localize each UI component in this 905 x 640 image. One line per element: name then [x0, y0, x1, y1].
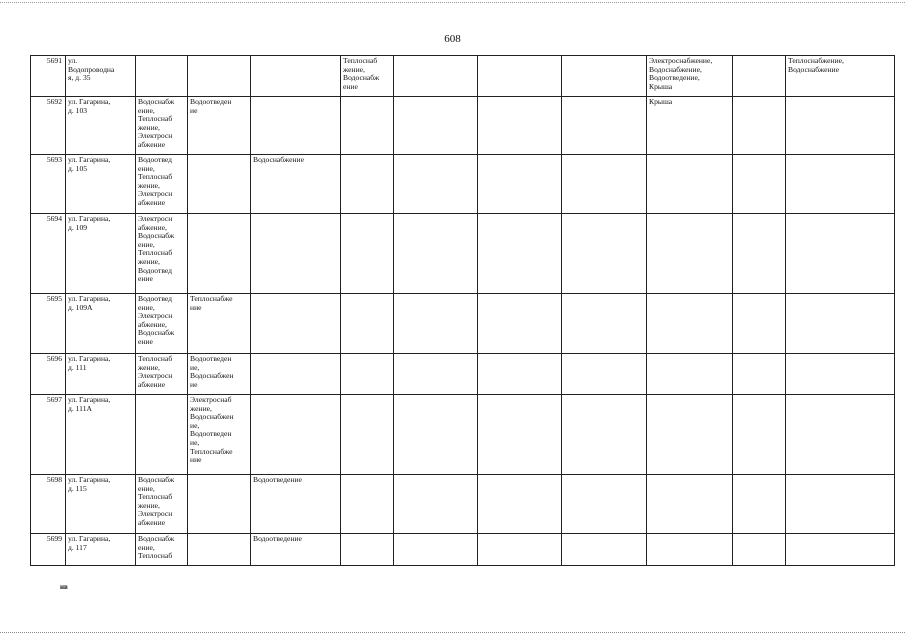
cell-col-3: Водоснабж ение, Теплоснаб: [136, 534, 188, 566]
cell-col-12: [786, 214, 895, 294]
cell-col-7: [394, 475, 478, 534]
cell-col-10: [647, 475, 733, 534]
cell-address: ул. Гагарина, д. 117: [66, 534, 136, 566]
cell-col-6: [341, 294, 394, 354]
cell-col-11: [733, 155, 786, 214]
cell-col-8: [478, 294, 562, 354]
cell-col-3: Электросн абжение, Водоснабж ение, Теплоснаб жение, Водоотвед ение: [136, 214, 188, 294]
cell-col-3: Водоотвед ение, Электросн абжение, Водоснабж ение: [136, 294, 188, 354]
cell-col-4: [188, 475, 251, 534]
cell-col-6: [341, 395, 394, 475]
cell-col-11: [733, 294, 786, 354]
cell-col-6: [341, 534, 394, 566]
cell-col-8: [478, 534, 562, 566]
table-row: [31, 97, 895, 155]
cell-col-6: [341, 475, 394, 534]
cell-col-7: [394, 214, 478, 294]
cell-address: ул. Гагарина, д. 111: [66, 354, 136, 395]
cell-row-number: 5696: [31, 354, 66, 395]
cell-address: ул. Гагарина, д. 115: [66, 475, 136, 534]
cell-col-7: [394, 155, 478, 214]
cell-col-11: [733, 354, 786, 395]
cell-col-12: [786, 475, 895, 534]
table-row: [31, 534, 895, 566]
page-number: 608: [444, 33, 461, 45]
cell-address: ул. Гагарина, д. 109: [66, 214, 136, 294]
cell-col-9: [562, 97, 647, 155]
cell-col-10: [647, 214, 733, 294]
cell-col-3: [136, 56, 188, 97]
cell-col-9: [562, 395, 647, 475]
cell-col-12: [786, 395, 895, 475]
cell-row-number: 5694: [31, 214, 66, 294]
cell-col-5: [251, 214, 341, 294]
table-row: [31, 155, 895, 214]
cell-col-5: [251, 294, 341, 354]
cell-col-7: [394, 56, 478, 97]
cell-col-11: [733, 214, 786, 294]
cell-row-number: 5691: [31, 56, 66, 97]
cell-col-9: [562, 475, 647, 534]
cell-address: ул. Гагарина, д. 111А: [66, 395, 136, 475]
cell-col-7: [394, 534, 478, 566]
cell-col-10: [647, 294, 733, 354]
cell-col-12: [786, 534, 895, 566]
cell-address: ул. Гагарина, д. 109А: [66, 294, 136, 354]
cell-row-number: 5692: [31, 97, 66, 155]
cell-col-11: [733, 97, 786, 155]
cell-col-10: Крыша: [647, 97, 733, 155]
cell-col-3: Теплоснаб жение, Электросн абжение: [136, 354, 188, 395]
table-row: [31, 294, 895, 354]
cell-col-7: [394, 97, 478, 155]
cell-col-8: [478, 395, 562, 475]
table-row: [31, 214, 895, 294]
cell-col-4: [188, 214, 251, 294]
table-row: [31, 475, 895, 534]
cell-col-4: [188, 534, 251, 566]
cell-col-12: [786, 155, 895, 214]
cell-col-10: [647, 354, 733, 395]
cell-col-11: [733, 475, 786, 534]
cell-col-3: Водоснабж ение, Теплоснаб жение, Электросн абжение: [136, 475, 188, 534]
cell-col-6: [341, 155, 394, 214]
cell-col-6: [341, 97, 394, 155]
cell-col-8: [478, 155, 562, 214]
cell-row-number: 5697: [31, 395, 66, 475]
table-row: [31, 354, 895, 395]
cell-col-11: [733, 534, 786, 566]
cell-col-3: [136, 395, 188, 475]
cell-address: ул. Гагарина, д. 103: [66, 97, 136, 155]
cell-col-12: [786, 97, 895, 155]
repair-register-table: [30, 55, 895, 566]
cell-col-5: [251, 354, 341, 395]
cell-col-7: [394, 294, 478, 354]
cell-col-12: [786, 354, 895, 395]
cell-col-9: [562, 214, 647, 294]
cell-col-5: Водоснабжение: [251, 155, 341, 214]
cell-col-8: [478, 475, 562, 534]
table-row: [31, 395, 895, 475]
cell-col-10: [647, 155, 733, 214]
cell-col-4: Электроснаб жение, Водоснабжен ие, Водоотведен ие, Теплоснабже ние: [188, 395, 251, 475]
cell-col-8: [478, 56, 562, 97]
cell-col-8: [478, 214, 562, 294]
cell-col-3: Водоотвед ение, Теплоснаб жение, Электросн абжение: [136, 155, 188, 214]
cell-col-12: Теплоснабжение, Водоснабжение: [786, 56, 895, 97]
cell-col-5: [251, 97, 341, 155]
cell-row-number: 5699: [31, 534, 66, 566]
cell-col-4: Водоотведен ие, Водоснабжен ие: [188, 354, 251, 395]
cell-col-9: [562, 155, 647, 214]
cell-address: ул. Водопроводна я, д. 35: [66, 56, 136, 97]
cell-col-8: [478, 97, 562, 155]
cell-col-7: [394, 395, 478, 475]
cell-col-12: [786, 294, 895, 354]
cell-col-4: Теплоснабже ние: [188, 294, 251, 354]
cell-col-4: Водоотведен ие: [188, 97, 251, 155]
cell-col-6: [341, 214, 394, 294]
scan-bottom-edge: [0, 632, 905, 633]
cell-col-7: [394, 354, 478, 395]
footnote-initials: нв: [60, 583, 68, 591]
table-row: [31, 56, 895, 97]
cell-col-10: [647, 395, 733, 475]
cell-col-11: [733, 56, 786, 97]
cell-col-9: [562, 534, 647, 566]
cell-col-6: Теплоснаб жение, Водоснабж ение: [341, 56, 394, 97]
cell-col-4: [188, 56, 251, 97]
scan-top-edge: [0, 2, 905, 3]
cell-row-number: 5693: [31, 155, 66, 214]
cell-row-number: 5695: [31, 294, 66, 354]
cell-col-5: [251, 395, 341, 475]
cell-col-5: Водоотведение: [251, 534, 341, 566]
cell-col-9: [562, 56, 647, 97]
cell-address: ул. Гагарина, д. 105: [66, 155, 136, 214]
cell-col-9: [562, 294, 647, 354]
cell-col-10: [647, 534, 733, 566]
cell-col-11: [733, 395, 786, 475]
cell-col-6: [341, 354, 394, 395]
cell-col-9: [562, 354, 647, 395]
cell-col-5: [251, 56, 341, 97]
cell-col-5: Водоотведение: [251, 475, 341, 534]
cell-row-number: 5698: [31, 475, 66, 534]
cell-col-3: Водоснабж ение, Теплоснаб жение, Электросн абжение: [136, 97, 188, 155]
cell-col-4: [188, 155, 251, 214]
cell-col-8: [478, 354, 562, 395]
cell-col-10: Электроснабжение, Водоснабжение, Водоотведение, Крыша: [647, 56, 733, 97]
